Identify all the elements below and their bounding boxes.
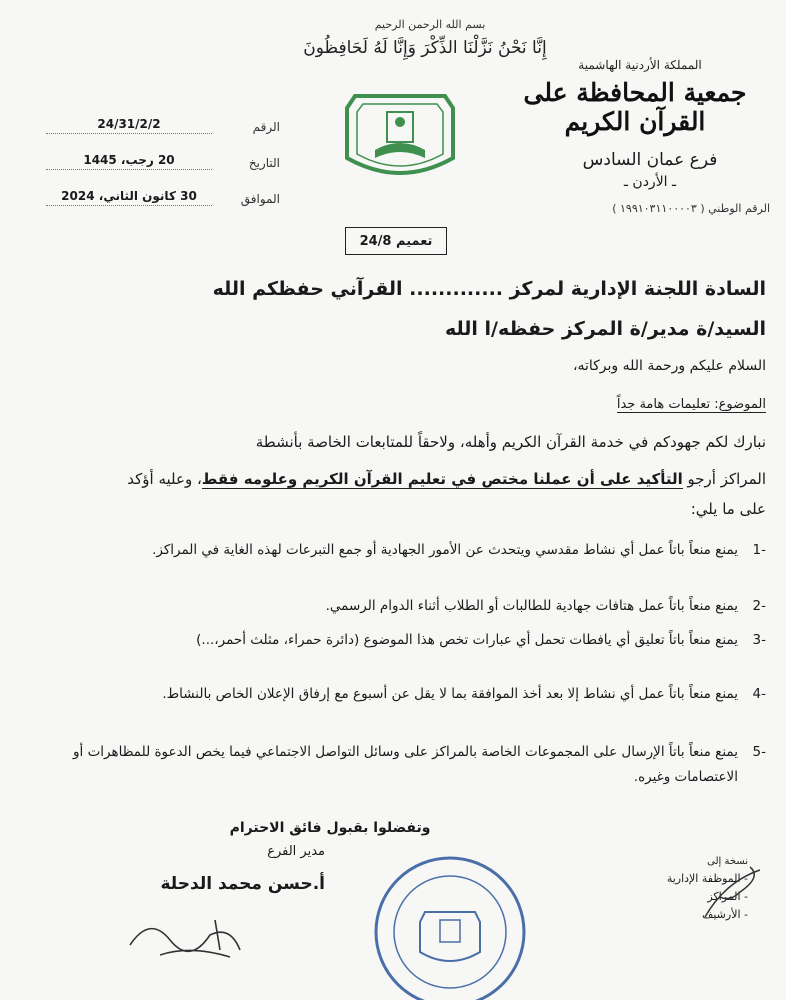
- branch-name: فرع عمان السادس: [582, 150, 718, 170]
- list-item-number: -3: [752, 632, 766, 648]
- national-id: الرقم الوطني ( ١٩٩١٠٣١١٠٠٠٠٣ ): [612, 202, 770, 215]
- ref-number-label: الرقم: [252, 120, 280, 134]
- signature-icon: [120, 905, 260, 965]
- basmala: بسم الله الرحمن الرحيم: [374, 18, 486, 31]
- intro-post: ، وعليه أؤكد: [127, 470, 202, 488]
- official-stamp-icon: [370, 852, 530, 1000]
- list-item: [25, 594, 766, 619]
- copy-item: - الأرشيف: [701, 908, 748, 921]
- addressee-committee: السادة اللجنة الإدارية لمركز ............. القرآني حفظكم الله: [212, 278, 766, 300]
- intro-line-3: على ما يلي:: [690, 500, 766, 518]
- addressee-director: السيد/ة مدير/ة المركز حفظه/ا الله: [444, 318, 766, 340]
- ref-number-row: [40, 116, 280, 138]
- date-row: [40, 152, 280, 174]
- list-item-text: يمنع منعاً باتاً عمل أي نشاط إلا بعد أخذ الموافقة بما لا يقل عن أسبوع مع إرفاق الإعلان الخاص بالنشاط.: [162, 686, 738, 702]
- ref-number-value: 24/31/2/2: [97, 116, 161, 131]
- list-item-text: يمنع منعاً باتاً عمل هتافات جهادية للطالبات أو الطلاب أثناء الدوام الرسمي.: [325, 598, 738, 614]
- copies-title: نسخة إلى: [707, 856, 748, 867]
- country-name: ـ الأردن ـ: [623, 174, 677, 190]
- list-item: [25, 628, 766, 653]
- initial-scribble-icon: [700, 862, 770, 922]
- subject-line: [40, 397, 766, 412]
- circular-number-box: تعميم 24/8: [345, 227, 447, 255]
- intro-pre: المراكز أرجو: [682, 470, 766, 488]
- list-item-number: -5: [752, 744, 766, 760]
- subject-text: الموضوع: تعليمات هامة جداً: [616, 397, 766, 412]
- list-item: [25, 538, 766, 563]
- manager-title: مدير الفرع: [267, 844, 325, 859]
- date-value: 20 رجب، 1445: [83, 152, 175, 167]
- list-item: [25, 682, 766, 707]
- list-item-text: يمنع منعاً باتاً عمل أي نشاط مقدسي ويتحدث عن الأمور الجهادية أو جمع التبرعات لهذه الغاية في المراكز.: [152, 542, 738, 558]
- date-label: التاريخ: [248, 156, 280, 170]
- list-item-number: -4: [752, 686, 766, 702]
- closing-line: وتفضلوا بقبول فائق الاحترام: [229, 820, 431, 836]
- copy-item: - المراكز: [707, 890, 748, 903]
- copy-item: - الموظفة الإدارية: [666, 872, 748, 885]
- org-name: جمعية المحافظة على القرآن الكريم: [523, 78, 747, 136]
- manager-name: أ.حسن محمد الدحلة: [160, 874, 325, 894]
- corresponding-date-row: [40, 188, 280, 210]
- greeting: السلام عليكم ورحمة الله وبركاته،: [572, 358, 766, 374]
- list-item: [25, 740, 766, 790]
- intro-line-1: نبارك لكم جهودكم في خدمة القرآن الكريم وأهله، ولاحقاً للمتابعات الخاصة بأنشطة: [255, 433, 766, 451]
- list-item-number: -2: [752, 598, 766, 614]
- org-kingdom-text: المملكة الأردنية الهاشمية: [578, 58, 702, 72]
- list-item-text: يمنع منعاً باتاً تعليق أي يافطات تحمل أي عبارات تخص هذا الموضوع (دائرة حمراء، مثلث أحمر،...): [196, 632, 738, 648]
- intro-line-2: [30, 465, 766, 494]
- list-item-number: -1: [752, 542, 766, 558]
- corresponding-value: 30 كانون الثاني، 2024: [61, 188, 197, 203]
- emblem-logo-icon: [335, 88, 465, 188]
- list-item-text: يمنع منعاً باتاً الإرسال على المجموعات الخاصة بالمراكز على وسائل التواصل الاجتماعي فيما يخص الدعوة للمظاهرات أو الاعتصامات وغيره.: [73, 744, 738, 785]
- intro-emphasis: التأكيد على أن عملنا مختص في تعليم القرآن الكريم وعلومه فقط: [201, 470, 683, 488]
- corresponding-label: الموافق: [240, 192, 280, 206]
- quran-verse: إِنَّا نَحْنُ نَزَّلْنَا الذِّكْرَ وَإِنَّا لَهُ لَحَافِظُونَ: [303, 38, 547, 58]
